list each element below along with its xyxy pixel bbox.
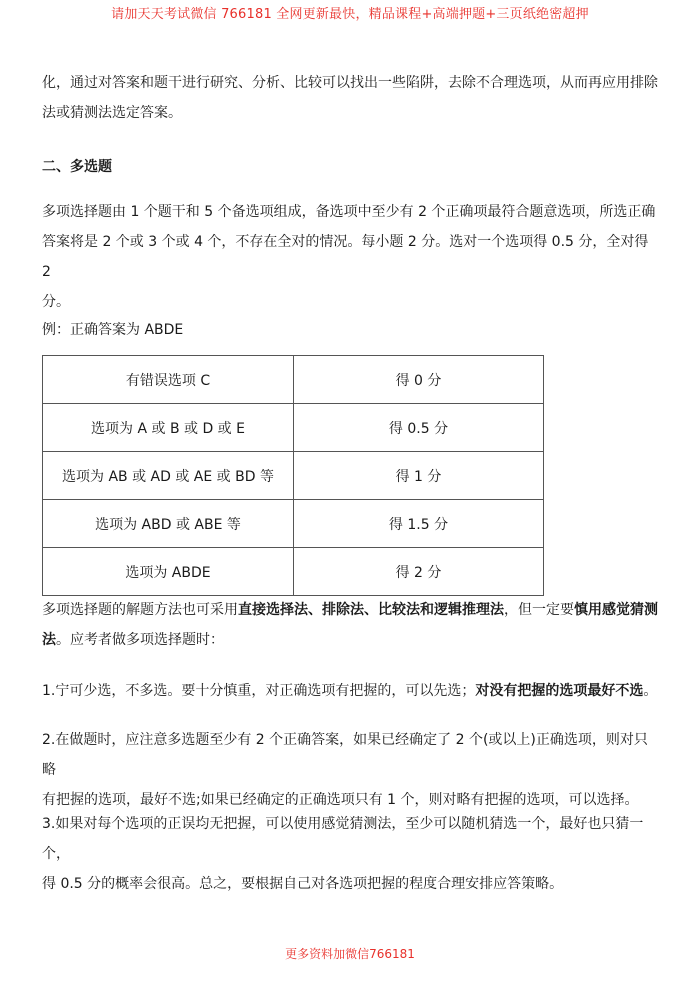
table-row xyxy=(43,404,544,452)
intro-line-1: 化，通过对答案和题干进行研究、分析、比较可以找出一些陷阱，去除不合理选项，从而再应用排除 xyxy=(42,75,658,91)
score-cell: 得 2 分 xyxy=(294,548,544,596)
method-text-2: ，但一定要 xyxy=(504,602,574,618)
tip-3-line-2: 得 0.5 分的概率会很高。总之，要根据自己对各选项把握的程度合理安排应答策略。 xyxy=(42,876,564,892)
method-bold-2: 慎用感觉猜测 xyxy=(574,602,658,618)
option-cell: 选项为 ABD 或 ABE 等 xyxy=(43,500,294,548)
intro-paragraph xyxy=(42,68,660,128)
footer-banner: 更多资料加微信766181 xyxy=(285,947,415,961)
option-cell: 选项为 AB 或 AD 或 AE 或 BD 等 xyxy=(43,452,294,500)
section-title: 二、多选题 xyxy=(42,159,112,175)
score-cell: 得 1.5 分 xyxy=(294,500,544,548)
method-text-1: 多项选择题的解题方法也可采用 xyxy=(42,602,238,618)
score-cell: 得 1 分 xyxy=(294,452,544,500)
header-banner: 请加天天考试微信 766181 全网更新最快，精品课程+高端押题+三页纸绝密超押 xyxy=(111,7,589,22)
description-line-3: 分。 xyxy=(42,294,70,310)
score-table xyxy=(42,355,544,596)
tip-3 xyxy=(42,809,660,899)
table-row xyxy=(43,452,544,500)
intro-line-2: 法或猜测法选定答案。 xyxy=(42,105,182,121)
tip-1-text: 1.宁可少选，不多选。要十分慎重，对正确选项有把握的，可以先选； xyxy=(42,683,476,699)
method-bold-1: 直接选择法、排除法、比较法和逻辑推理法 xyxy=(238,602,504,618)
option-cell: 有错误选项 C xyxy=(43,356,294,404)
tip-3-line-1: 3.如果对每个选项的正误均无把握，可以使用感觉猜测法，至少可以随机猜选一个，最好也只猜一个， xyxy=(42,816,644,862)
tip-1-end: 。 xyxy=(643,683,658,699)
description-line-2: 答案将是 2 个或 3 个或 4 个，不存在全对的情况。每小题 2 分。选对一个选项得 0.5 分，全对得 2 xyxy=(42,234,649,280)
description-line-1: 多项选择题由 1 个题干和 5 个备选项组成，备选项中至少有 2 个正确项最符合题意选项，所选正确 xyxy=(42,204,656,220)
option-cell: 选项为 A 或 B 或 D 或 E xyxy=(43,404,294,452)
score-cell: 得 0.5 分 xyxy=(294,404,544,452)
table-row xyxy=(43,500,544,548)
description-paragraph xyxy=(42,197,660,317)
tip-2-line-1: 2.在做题时，应注意多选题至少有 2 个正确答案，如果已经确定了 2 个(或以上)正确选项，则对只略 xyxy=(42,732,648,778)
tip-1-bold: 对没有把握的选项最好不选 xyxy=(475,683,644,699)
method-bold-3: 法 xyxy=(42,632,56,648)
score-cell: 得 0 分 xyxy=(294,356,544,404)
tip-2 xyxy=(42,725,660,815)
tip-2-line-2: 有把握的选项，最好不选;如果已经确定的正确选项只有 1 个，则对略有把握的选项，可以选择。 xyxy=(42,792,639,808)
method-paragraph xyxy=(42,595,660,655)
example-label: 例：正确答案为 ABDE xyxy=(42,322,184,338)
method-text-3: 。应考者做多项选择题时： xyxy=(56,632,224,648)
table-row xyxy=(43,548,544,596)
table-row xyxy=(43,356,544,404)
tip-1 xyxy=(42,676,660,706)
option-cell: 选项为 ABDE xyxy=(43,548,294,596)
